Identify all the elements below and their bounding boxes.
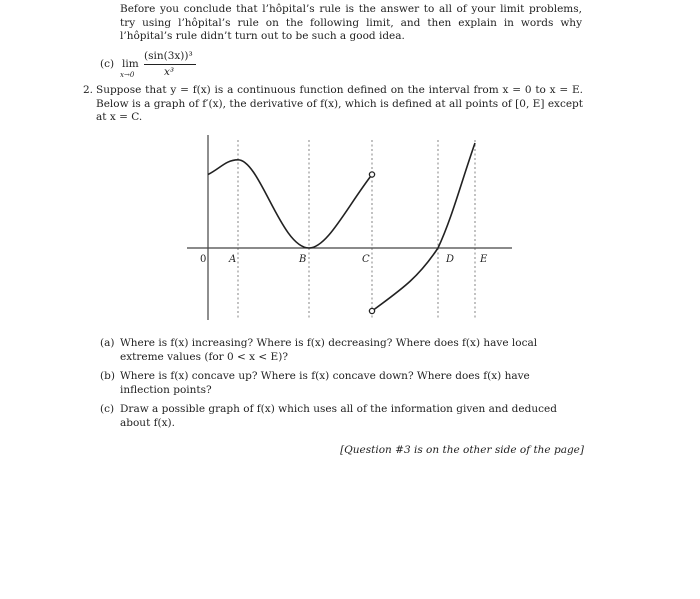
subquestion-a-label: (a) — [100, 337, 115, 349]
x-tick-labels — [200, 254, 488, 265]
question-2-number: 2. — [83, 84, 94, 96]
guide-lines — [238, 140, 475, 320]
subquestion-a — [100, 337, 570, 364]
tick-label-a: A — [229, 254, 237, 265]
subquestion-a-text: Where is f(x) increasing? Where is f(x) decreasing? Where does f(x) have local extreme values (for 0 < x < E)? — [120, 337, 538, 363]
lim-subscript: x→0 — [120, 71, 135, 79]
subquestion-b-text: Where is f(x) concave up? Where is f(x) concave down? Where does f(x) have inflection points? — [120, 370, 530, 396]
tick-label-b: B — [299, 254, 307, 265]
question-2-text: Suppose that y = f(x) is a continuous function defined on the interval from x = 0 to x = E. Below is a graph of f′(x), the derivative of f(x), which is defined at all points of [0, E] except at x = C. — [96, 84, 583, 123]
subquestion-c-label: (c) — [100, 403, 115, 415]
subquestion-b-label: (b) — [100, 370, 115, 382]
subquestion-c — [100, 403, 570, 430]
part-c-label: (c) — [100, 58, 115, 70]
subquestion-b — [100, 370, 570, 397]
intro-paragraph: Before you conclude that l’hôpital’s rule is the answer to all of your limit problems, try using l’hôpital’s rule on the following limit, and then explain in words why l’hôpital’s rule didn’t turn out to be such a good idea. — [120, 3, 582, 42]
limit-numerator: (sin(3x))³ — [144, 50, 193, 62]
tick-label-d: D — [446, 254, 455, 265]
tick-label-zero: 0 — [200, 254, 207, 265]
lim-operator: lim — [122, 58, 139, 70]
limit-denominator: x³ — [164, 66, 175, 78]
tick-label-c: C — [362, 254, 370, 265]
fprime-curve-left — [208, 160, 372, 248]
tick-label-e: E — [480, 254, 488, 265]
footer-note: [Question #3 is on the other side of the page] — [340, 444, 584, 456]
open-endpoint-at-c — [369, 172, 374, 177]
fprime-curve-right — [372, 143, 475, 311]
subquestion-c-text: Draw a possible graph of f(x) which uses all of the information given and deduced about f(x). — [120, 403, 557, 429]
closed-endpoint-at-c — [369, 308, 374, 313]
